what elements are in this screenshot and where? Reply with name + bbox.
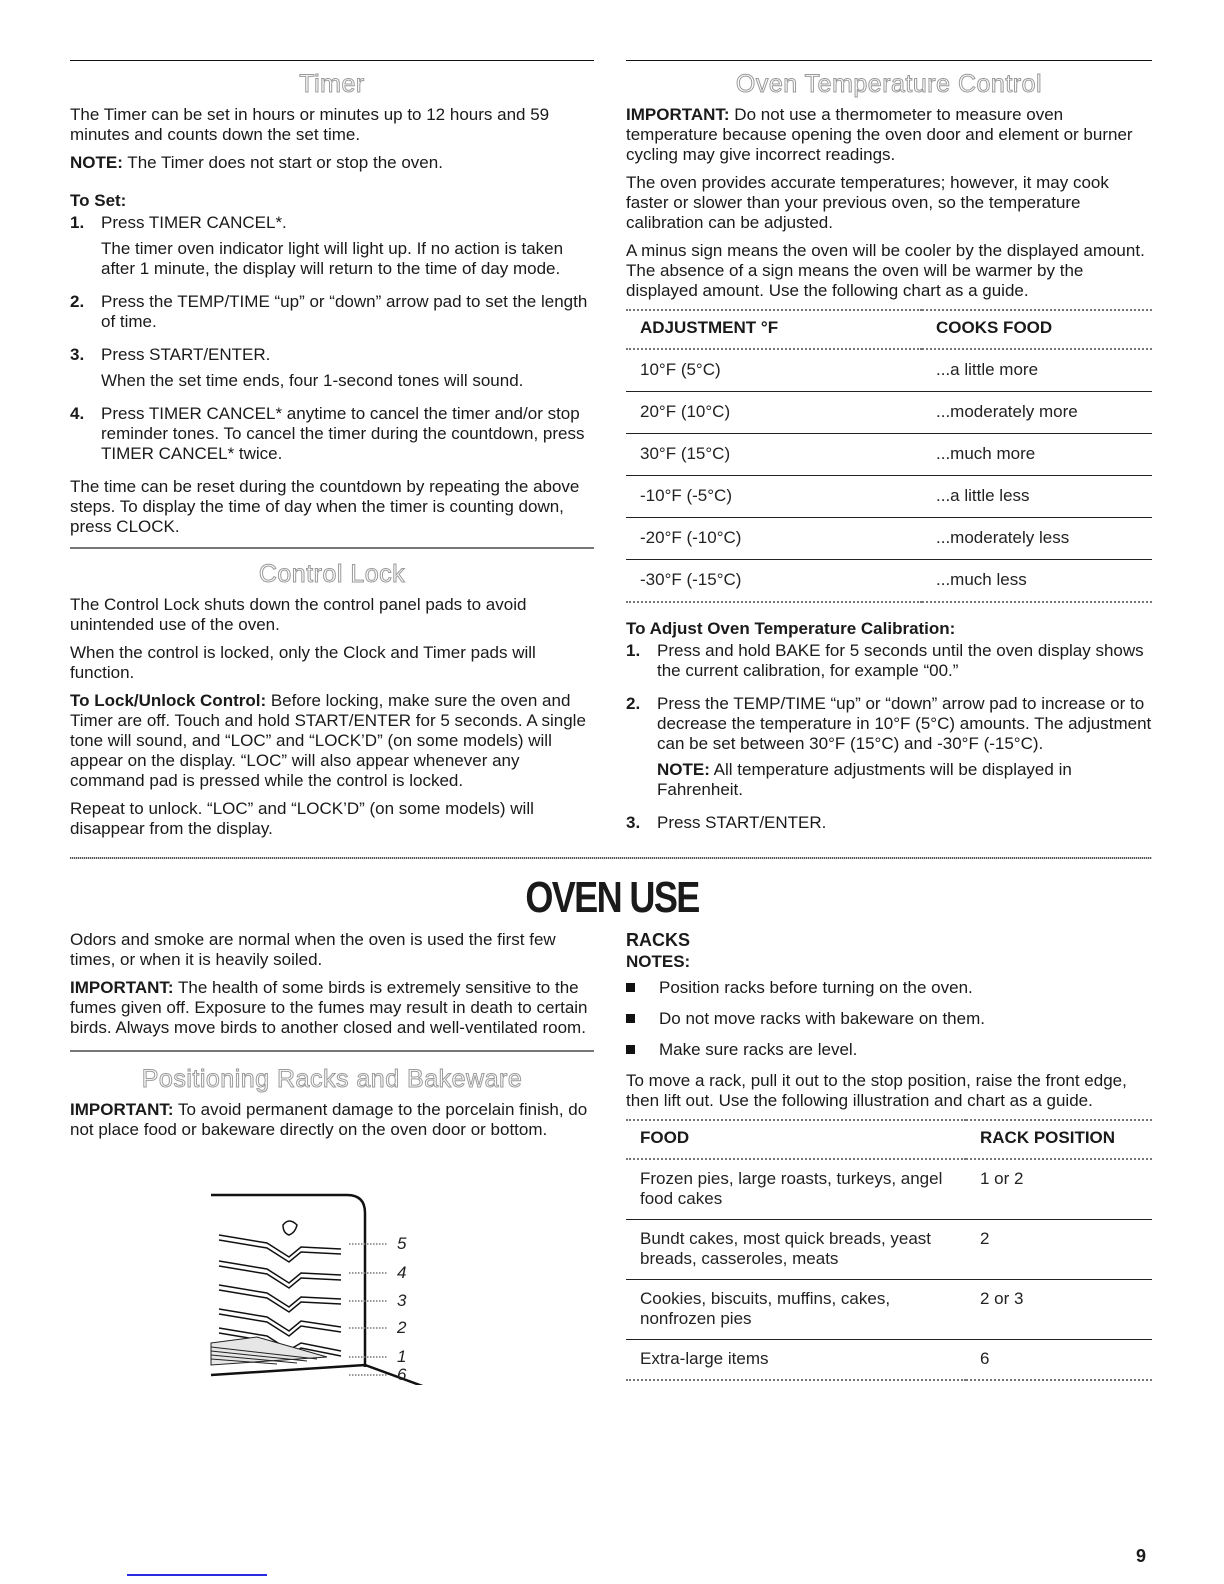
- racks-p1: To move a rack, pull it out to the stop position, raise the front edge, then lift out. Use the following illustration and chart as a guide.: [626, 1071, 1127, 1110]
- table-row: -30°F (-15°C) ...much less: [626, 560, 1152, 603]
- oven-temp-p2: The oven provides accurate temperatures; however, it may cook faster or slower than your previous oven, so the temperature calibration can be adjusted.: [626, 173, 1109, 232]
- timer-step: 1. Press TIMER CANCEL*. The timer oven indicator light will light up. If no action is taken after 1 minute, the display will return to the time of day mode.: [70, 213, 564, 278]
- bullet-square-icon: [626, 1040, 659, 1060]
- to-set-heading: To Set:: [70, 191, 127, 210]
- oven-use-p1: Odors and smoke are normal when the oven is used the first few times, or when it is heavily soiled.: [70, 930, 556, 969]
- table-row: 30°F (15°C) ...much more: [626, 434, 1152, 476]
- adjust-calibration-heading: To Adjust Oven Temperature Calibration:: [626, 619, 956, 638]
- left-column-top: [70, 60, 594, 847]
- control-lock-p2: When the control is locked, only the Clock and Timer pads will function.: [70, 643, 536, 682]
- page-divider: [70, 857, 1152, 859]
- positioning-title: Positioning Racks and Bakeware: [141, 1065, 523, 1093]
- right-column-top: [626, 60, 1152, 846]
- rack-label-5: 5: [397, 1234, 407, 1253]
- rack-label-3: 3: [397, 1291, 407, 1310]
- control-lock-title: Control Lock: [258, 560, 406, 588]
- table-row: -10°F (-5°C) ...a little less: [626, 476, 1152, 518]
- timer-steps: [70, 213, 594, 470]
- column-header: ADJUSTMENT °F: [640, 318, 779, 337]
- rack-notes-list: [626, 978, 1152, 1060]
- timer-outro: The time can be reset during the countdown by repeating the above steps. To display the time of day when the timer is counting down, press CLOCK.: [70, 477, 580, 536]
- racks-heading: RACKS: [626, 930, 691, 950]
- oven-use-heading: OVEN USE: [525, 873, 699, 922]
- calibration-step: 3. Press START/ENTER.: [626, 813, 827, 832]
- calibration-step: 2. Press the TEMP/TIME “up” or “down” arrow pad to increase or to decrease the temperature in 10°F (5°C) amounts. The adjustment can be set between 30°F (15°C) and -30°F (-15°C). NOTE: All temperature adjustments will be displayed in Fahrenheit.: [626, 694, 1152, 799]
- control-lock-p1: The Control Lock shuts down the control panel pads to avoid unintended use of the oven.: [70, 595, 527, 634]
- link-underline[interactable]: [127, 1574, 267, 1576]
- oven-use-important: IMPORTANT: The health of some birds is extremely sensitive to the fumes given off. Exposure to the fumes may result in death to certain birds. Always move birds to another closed and well-ventilated room.: [70, 978, 588, 1037]
- table-row: 20°F (10°C) ...moderately more: [626, 392, 1152, 434]
- table-row: Frozen pies, large roasts, turkeys, angel food cakes 1 or 2: [626, 1159, 1152, 1220]
- oven-temp-title: Oven Temperature Control: [735, 70, 1043, 98]
- column-header: COOKS FOOD: [936, 318, 1053, 337]
- table-header-row: [626, 1120, 1152, 1159]
- list-item: Do not move racks with bakeware on them.: [626, 1009, 1152, 1029]
- rack-label-2: 2: [397, 1318, 407, 1337]
- left-column-bottom: [70, 930, 594, 1148]
- control-lock-p3: To Lock/Unlock Control: Before locking, make sure the oven and Timer are off. Touch and hold START/ENTER for 5 seconds. A single tone will sound, and “LOC” and “LOCK’D” (on some models) will appear on the display. “LOC” will also appear whenever any command pad is pressed while the control is locked.: [70, 691, 586, 790]
- rack-label-4: 4: [397, 1263, 407, 1282]
- bullet-square-icon: [626, 978, 659, 998]
- right-column-bottom: [626, 930, 1152, 1381]
- section-divider: [70, 1050, 594, 1052]
- control-lock-p4: Repeat to unlock. “LOC” and “LOCK’D” (on some models) will disappear from the display.: [70, 799, 534, 838]
- column-header: RACK POSITION: [980, 1128, 1116, 1147]
- table-header-row: [626, 310, 1152, 349]
- column-header: FOOD: [640, 1128, 690, 1147]
- table-row: Extra-large items 6: [626, 1340, 1152, 1381]
- timer-step: 2. Press the TEMP/TIME “up” or “down” arrow pad to set the length of time.: [70, 292, 588, 331]
- rack-position-table: [626, 1119, 1152, 1381]
- positioning-important: IMPORTANT: To avoid permanent damage to the porcelain finish, do not place food or bakeware directly on the oven door or bottom.: [70, 1100, 588, 1139]
- calibration-step: 1. Press and hold BAKE for 5 seconds until the oven display shows the current calibration, for example “00.”: [626, 641, 1144, 680]
- table-row: 10°F (5°C) ...a little more: [626, 349, 1152, 392]
- list-item: Position racks before turning on the oven.: [626, 978, 1152, 998]
- timer-intro: The Timer can be set in hours or minutes up to 12 hours and 59 minutes and counts down the set time.: [70, 105, 550, 144]
- oven-racks-icon: [197, 1185, 457, 1385]
- table-row: Bundt cakes, most quick breads, yeast breads, casseroles, meats 2: [626, 1220, 1152, 1280]
- oven-temp-important: IMPORTANT: Do not use a thermometer to measure oven temperature because opening the oven door and element or burner cycling may give incorrect readings.: [626, 105, 1133, 164]
- notes-heading: NOTES:: [626, 952, 691, 971]
- timer-note: NOTE: The Timer does not start or stop the oven.: [70, 153, 443, 172]
- page-number: 9: [1136, 1546, 1147, 1566]
- timer-step: 3. Press START/ENTER. When the set time ends, four 1-second tones will sound.: [70, 345, 524, 390]
- rack-label-6: 6: [397, 1365, 407, 1384]
- timer-title: Timer: [299, 70, 365, 98]
- rack-positions-illustration: [197, 1185, 457, 1385]
- temperature-adjustment-table: [626, 309, 1152, 603]
- timer-step: 4. Press TIMER CANCEL* anytime to cancel the timer and/or stop reminder tones. To cancel the timer during the countdown, press TIMER CANCEL* twice.: [70, 404, 585, 463]
- section-divider: [70, 547, 594, 549]
- bullet-square-icon: [626, 1009, 659, 1029]
- oven-temp-p3: A minus sign means the oven will be cooler by the displayed amount. The absence of a sign means the oven will be warmer by the displayed amount. Use the following chart as a guide.: [626, 241, 1145, 300]
- rack-label-1: 1: [397, 1347, 407, 1366]
- calibration-steps: [626, 641, 1152, 839]
- section-divider: [626, 60, 1152, 61]
- table-row: -20°F (-10°C) ...moderately less: [626, 518, 1152, 560]
- list-item: Make sure racks are level.: [626, 1040, 1152, 1060]
- section-divider: [70, 60, 594, 61]
- table-row: Cookies, biscuits, muffins, cakes, nonfrozen pies 2 or 3: [626, 1280, 1152, 1340]
